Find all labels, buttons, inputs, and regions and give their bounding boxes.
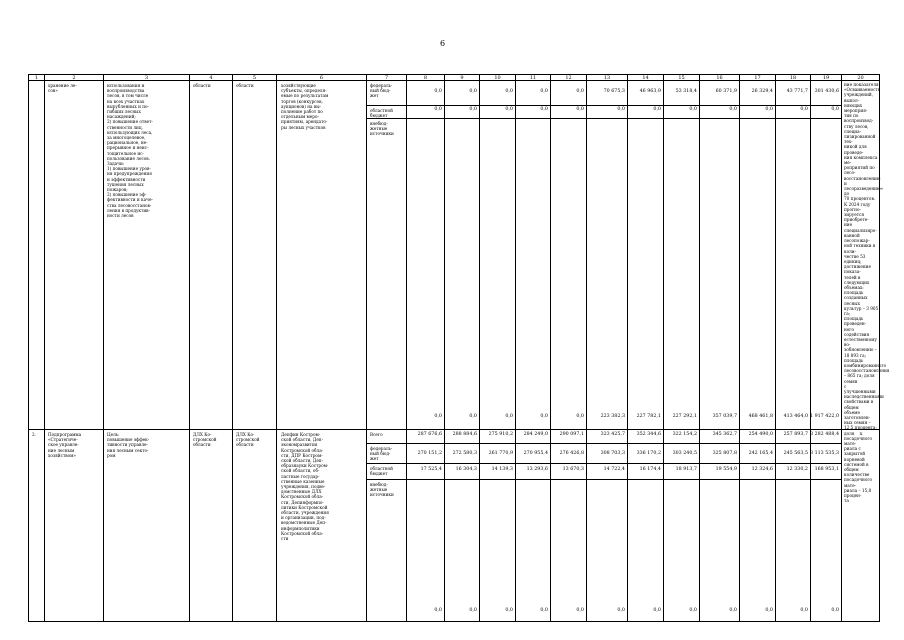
divider-line (367, 443, 842, 444)
amount-cell: 0,0 (434, 608, 442, 613)
amount-column (740, 430, 776, 622)
amount-column (516, 81, 551, 430)
amount-cell: 227 292,1 (672, 414, 697, 419)
amount-cell: 0,0 (765, 107, 773, 112)
program-table (28, 74, 890, 622)
source-label: федераль- ный бюд- жет (370, 83, 393, 99)
cell-responsible (190, 430, 233, 622)
amount-cell: 413 464,0 (783, 414, 808, 419)
amount-cell: 0,0 (434, 414, 442, 419)
cell-executors (277, 81, 367, 430)
amount-cell: 325 807,8 (712, 451, 737, 456)
amount-column (628, 430, 664, 622)
amount-cell: 0,0 (505, 107, 513, 112)
amount-cell: 0,0 (469, 89, 477, 94)
amount-cell: 254 490,0 (748, 432, 773, 437)
amount-column (740, 81, 776, 430)
cell-goals (104, 430, 190, 622)
amount-cell: 3 113 535,3 (810, 451, 839, 456)
amount-cell: 284 249,0 (523, 432, 548, 437)
header-cell: 19 (811, 74, 842, 81)
amount-cell: 0,0 (540, 107, 548, 112)
amount-cell: 345 362,7 (712, 432, 737, 437)
header-cell: 5 (233, 74, 277, 81)
amount-column (445, 430, 480, 622)
amount-cell: 0,0 (505, 414, 513, 419)
amount-column (700, 430, 740, 622)
header-row (28, 74, 880, 81)
amount-cell: 227 782,1 (636, 414, 661, 419)
amount-cell: 257 893,7 (783, 432, 808, 437)
cell-goals (104, 81, 190, 430)
amount-column (480, 81, 516, 430)
divider-line (367, 463, 842, 464)
source-label: внебюд- жетные источники (370, 121, 394, 137)
amount-cell: 301 430,6 (814, 89, 839, 94)
customer-text: области (236, 83, 254, 88)
header-cell: 8 (407, 74, 445, 81)
cell-results (842, 81, 890, 504)
amounts-block (407, 81, 842, 430)
amount-cell: 270 151,2 (417, 451, 442, 456)
divider-line (367, 105, 842, 106)
amount-cell: 275 910,2 (488, 432, 513, 437)
amount-cell: 3 282 488,4 (810, 432, 839, 437)
amount-cell: 16 304,3 (455, 467, 477, 472)
results-text: х (859, 431, 863, 437)
amount-column (516, 430, 551, 622)
amount-cell: 0,0 (505, 608, 513, 613)
row-number: 2. (32, 432, 36, 437)
amount-cell: 16 174,4 (639, 467, 661, 472)
amount-column (551, 430, 587, 622)
header-cell: 7 (367, 74, 407, 81)
cell-name (45, 430, 104, 622)
header-cell: 6 (277, 74, 367, 81)
table-row (28, 430, 880, 622)
executors-text: хозяйствующие субъекты, определя- емые по результатам торгов (конкурсов, аукционов) на вы- полнение работ по отдельным меро- приятиям, арендато- ры лесных участков (281, 83, 329, 130)
cell-name (45, 81, 104, 430)
source-label: федераль- ный бюд- жет (370, 446, 393, 462)
amount-cell: 12 330,2 (786, 467, 808, 472)
responsible-text: области (193, 83, 211, 88)
amount-cell: 0,0 (434, 89, 442, 94)
amount-cell: 17 525,4 (420, 467, 442, 472)
amount-cell: 13 670,3 (562, 467, 584, 472)
divider-line (367, 118, 842, 119)
amount-cell: 223 382,3 (600, 414, 625, 419)
amount-column (407, 430, 445, 622)
source-label: внебюд- жетные источники (370, 482, 394, 498)
amounts-block (407, 430, 842, 622)
goals-text: Цель: повышение эффек- тивности управле- ния лесным секто- ром (107, 432, 150, 458)
header-cell: 10 (480, 74, 516, 81)
amount-cell: 0,0 (576, 414, 584, 419)
amount-cell: 53 318,4 (675, 89, 697, 94)
cell-sources (367, 81, 407, 430)
amount-cell: 303 240,5 (672, 451, 697, 456)
responsible-text: ДЛХ Ко- стромской области (193, 432, 217, 448)
amount-cell: 336 170,2 (636, 451, 661, 456)
amount-cell: 0,0 (617, 608, 625, 613)
amount-cell: 242 165,4 (748, 451, 773, 456)
amount-cell: 0,0 (653, 608, 661, 613)
source-label: областной бюджет (370, 466, 393, 477)
amount-cell: 0,0 (653, 107, 661, 112)
header-cell: 9 (445, 74, 480, 81)
amount-column (445, 81, 480, 430)
amount-cell: 272 580,3 (452, 451, 477, 456)
source-label: областной бюджет (370, 108, 393, 119)
header-cell: 12 (551, 74, 587, 81)
amount-cell: 19 554,9 (715, 467, 737, 472)
header-cell: 18 (776, 74, 811, 81)
amount-cell: 0,0 (505, 89, 513, 94)
header-cell: 14 (628, 74, 664, 81)
amount-column (776, 430, 811, 622)
results-text: ние показателя «Осваиваемость учреждений, выпол- няющих мероприя- тия по воспроизвод- ству лесов, специа- лизированной тех- никой для проведе- ния комплекса ме- роприятий по лесо- восстановлению и лесоразведению» до 70 процентов. К 2024 году прогно- зируется приобрете- ние специализиро- ванной лесопожар- ной техники в коли- честве 53 единиц; достижение показа- телей в следующих объемах: площадь созданных лесных культур – 3 905 га; площадь проведен- ного содействия естественному во- зобновлению – 18 893 га; площадь комбинированного лесовосстановления – 865 га; доля семян с улучшенными наследственными свойствами в общем объеме заготовлен- ных семян – 12,5 процента; доля посадочного мате- риала с закрытой корневой системой в общем количестве посадочного мате- риала – 15,8 процен- та (844, 82, 890, 504)
header-cell: 3 (104, 74, 190, 81)
amount-cell: 12 324,6 (751, 467, 773, 472)
amount-cell: 287 676,6 (417, 432, 442, 437)
amount-cell: 0,0 (469, 414, 477, 419)
amount-column (407, 81, 445, 430)
header-cell: 17 (740, 74, 776, 81)
amount-column (700, 81, 740, 430)
amount-cell: 0,0 (689, 608, 697, 613)
amount-cell: 308 703,3 (600, 451, 625, 456)
amount-cell: 0,0 (540, 608, 548, 613)
header-cell: 4 (190, 74, 233, 81)
cell-responsible (190, 81, 233, 430)
amount-cell: 468 461,8 (748, 414, 773, 419)
header-cell: 16 (700, 74, 740, 81)
amount-cell: 0,0 (540, 89, 548, 94)
amount-column (480, 430, 516, 622)
amount-column (587, 430, 628, 622)
amount-cell: 323 425,7 (600, 432, 625, 437)
cell-num (28, 430, 45, 622)
amount-column (811, 81, 842, 430)
amount-cell: 0,0 (617, 107, 625, 112)
header-cell: 20 (842, 74, 880, 81)
header-cell: 1 (28, 74, 45, 81)
event-name: Подпрограмма «Стратегиче- ское управле- ние лесным хозяйством» (48, 432, 82, 458)
source-label: Всего (370, 432, 383, 437)
cell-results (842, 430, 880, 622)
header-cell: 2 (45, 74, 104, 81)
amount-cell: 0,0 (469, 107, 477, 112)
amount-cell: 0,0 (831, 608, 839, 613)
page-number: 6 (440, 39, 446, 48)
amount-cell: 168 953,1 (814, 467, 839, 472)
cell-customer (233, 430, 277, 622)
amount-cell: 18 913,7 (675, 467, 697, 472)
amount-cell: 0,0 (434, 107, 442, 112)
amount-cell: 0,0 (689, 107, 697, 112)
amount-column (587, 81, 628, 430)
amount-cell: 261 770,9 (488, 451, 513, 456)
amount-cell: 26 329,4 (751, 89, 773, 94)
amount-cell: 0,0 (729, 107, 737, 112)
cell-sources (367, 430, 407, 622)
amount-cell: 46 963,9 (639, 89, 661, 94)
cell-customer (233, 81, 277, 430)
amount-cell: 357 039,7 (712, 414, 737, 419)
amount-cell: 0,0 (800, 608, 808, 613)
amount-cell: 0,0 (469, 608, 477, 613)
amount-cell: 288 884,6 (452, 432, 477, 437)
customer-text: ДЛХ Ко- стромской области (236, 432, 260, 448)
header-cell: 15 (664, 74, 700, 81)
amount-cell: 0,0 (765, 608, 773, 613)
amount-cell: 0,0 (800, 107, 808, 112)
amount-cell: 0,0 (576, 608, 584, 613)
executors-text: Депфин Костром- ской области, Деп- экономразвития Костромской обла- сти, ДПР Костром- ской области, Деп- образнауки Костром- ской области, об- ластные государ- ственные казенные учреждения, подве- домственные ДЛХ Костромской обла- сти, Депинформпо- литики Костромской области, учреждения и организации, под- ведомственные Деп- информполитики Костромской обла- сти (281, 432, 329, 542)
divider-line (367, 479, 842, 480)
amount-cell: 70 675,3 (603, 89, 625, 94)
cell-num (28, 81, 45, 430)
goals-text: использования и воспроизводства лесов, в том числе на всех участках вырубленных и по- гибших лесных насаждений; 2) повышение ответ- ственности лиц, использующих леса, за многоцелевое, рациональное, не- прерывное и неис- тощительное ис- пользование лесов. Задачи: 1) повышение уров- ня предупреждения и эффективности тушения лесных пожаров; 2) повышение эф- фективности и каче- ства лесовосстанов- ления в продуктив- ности лесов (107, 83, 153, 219)
amount-cell: 14 722,4 (603, 467, 625, 472)
amount-column (664, 430, 700, 622)
amount-cell: 245 563,5 (783, 451, 808, 456)
amount-cell: 0,0 (540, 414, 548, 419)
amount-column (776, 81, 811, 430)
amount-cell: 14 139,3 (491, 467, 513, 472)
header-cell: 11 (516, 74, 551, 81)
amount-cell: 352 344,6 (636, 432, 661, 437)
amount-cell: 1 917 422,0 (810, 414, 839, 419)
amount-cell: 13 293,6 (526, 467, 548, 472)
event-name: хранение ле- сов» (48, 83, 77, 94)
amount-cell: 0,0 (576, 89, 584, 94)
header-cell: 13 (587, 74, 628, 81)
amount-cell: 322 154,2 (672, 432, 697, 437)
amount-cell: 0,0 (831, 107, 839, 112)
amount-column (628, 81, 664, 430)
amount-cell: 290 097,1 (559, 432, 584, 437)
amount-column (551, 81, 587, 430)
amount-column (811, 430, 842, 622)
amount-cell: 60 371,9 (715, 89, 737, 94)
amount-cell: 0,0 (576, 107, 584, 112)
amount-column (664, 81, 700, 430)
amount-cell: 276 426,8 (559, 451, 584, 456)
amount-cell: 43 771,7 (786, 89, 808, 94)
amount-cell: 0,0 (729, 608, 737, 613)
amount-cell: 270 955,4 (523, 451, 548, 456)
cell-executors (277, 430, 367, 622)
